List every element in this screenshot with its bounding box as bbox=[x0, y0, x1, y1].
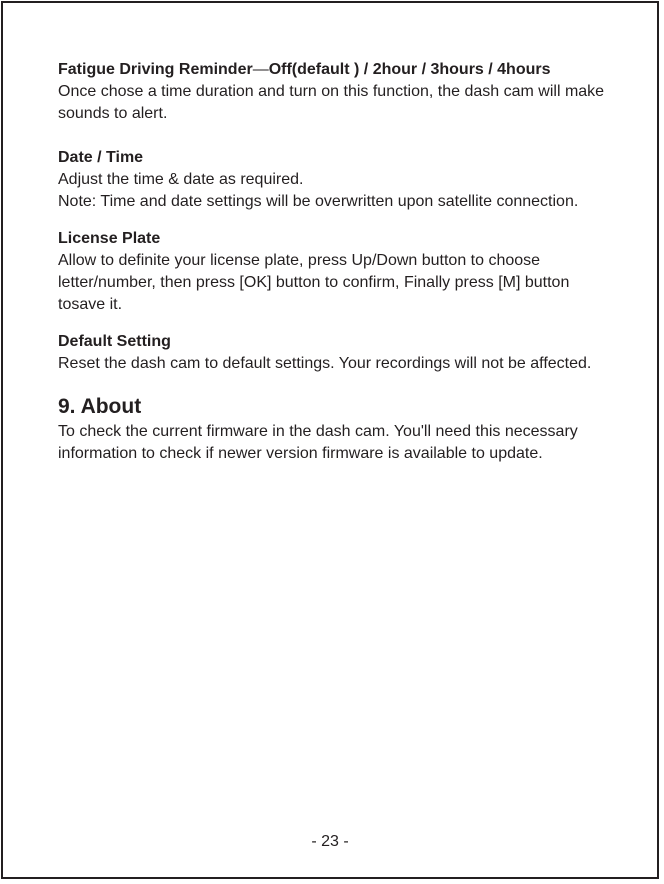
license-plate-body: Allow to definite your license plate, press Up/Down button to choose letter/number, then press [OK] button to confirm, Finally press [M] button tosave it. bbox=[58, 252, 570, 313]
license-plate-heading: License Plate bbox=[58, 230, 161, 247]
default-setting-heading: Default Setting bbox=[58, 333, 171, 350]
fatigue-reminder-section bbox=[58, 59, 618, 125]
about-body: To check the current firmware in the dash cam. You'll need this necessary information to check if newer version firmware is available to update. bbox=[58, 423, 578, 462]
default-setting-section bbox=[58, 331, 618, 375]
license-plate-section bbox=[58, 228, 618, 316]
fatigue-reminder-body: Once chose a time duration and turn on this function, the dash cam will make sounds to alert. bbox=[58, 83, 605, 122]
manual-content bbox=[58, 59, 618, 465]
date-time-note: Note: Time and date settings will be overwritten upon satellite connection. bbox=[58, 193, 579, 210]
fatigue-reminder-heading bbox=[58, 59, 618, 81]
fatigue-reminder-title: Fatigue Driving Reminder bbox=[58, 61, 253, 78]
page-frame bbox=[1, 1, 659, 879]
page-number: - 23 - bbox=[311, 833, 349, 850]
date-time-heading: Date / Time bbox=[58, 149, 144, 166]
about-section bbox=[58, 393, 618, 465]
date-time-section bbox=[58, 147, 618, 213]
fatigue-reminder-options: Off(default ) / 2hour / 3hours / 4hours bbox=[268, 61, 551, 78]
fatigue-reminder-separator: — bbox=[252, 61, 269, 78]
date-time-instruction: Adjust the time & date as required. bbox=[58, 171, 304, 188]
about-heading: 9. About bbox=[58, 395, 142, 418]
default-setting-body: Reset the dash cam to default settings. Your recordings will not be affected. bbox=[58, 355, 592, 372]
